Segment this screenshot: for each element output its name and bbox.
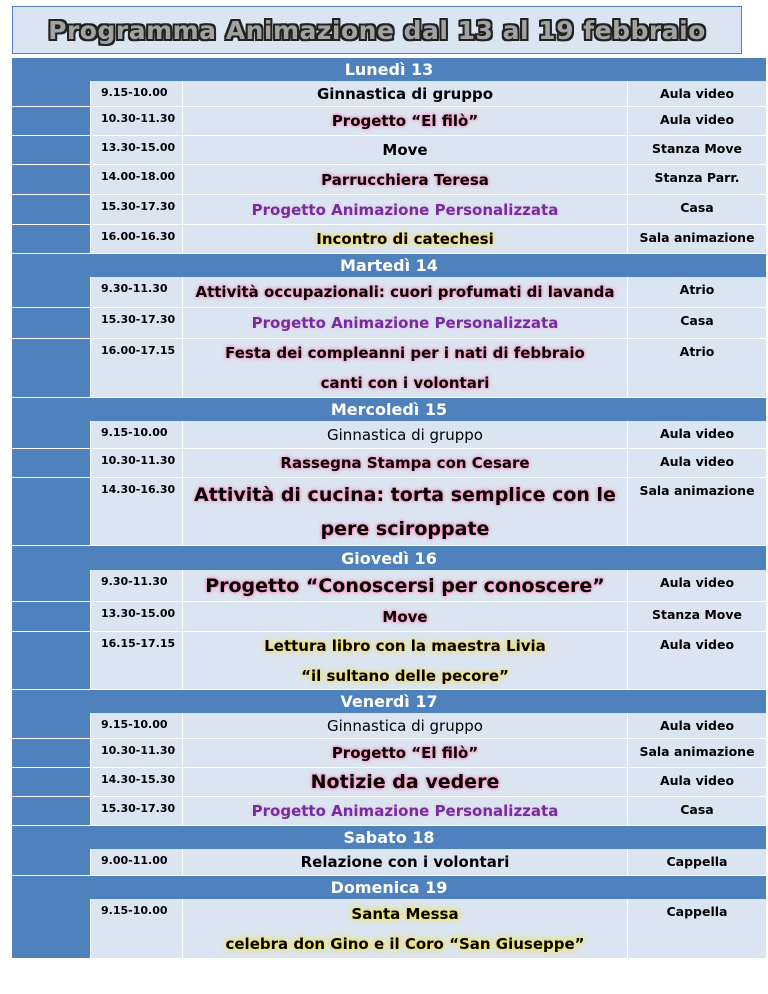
time-cell: 15.30-17.30 <box>91 195 183 224</box>
title-banner <box>12 6 742 54</box>
activity-text: Progetto Animazione Personalizzata <box>251 802 559 820</box>
activity-text: canti con i volontari <box>320 374 490 392</box>
day-header: Sabato 18 <box>12 826 766 849</box>
activity-text: Incontro di catechesi <box>316 230 494 248</box>
activity-text: Rassegna Stampa con Cesare <box>280 454 530 472</box>
location-cell: Cappella <box>628 899 766 958</box>
schedule-row <box>12 277 766 308</box>
location-cell: Casa <box>628 308 766 338</box>
activity-cell <box>183 225 628 253</box>
schedule-row <box>12 81 766 107</box>
activity-text: Santa Messa <box>351 904 459 923</box>
time-cell: 9.30-11.30 <box>91 570 183 601</box>
time-cell: 14.00-18.00 <box>91 165 183 194</box>
row-marker-cell <box>12 165 91 194</box>
activity-cell <box>183 797 628 825</box>
activity-text: Attività di cucina: torta semplice con le <box>194 483 616 506</box>
schedule-row <box>12 899 766 959</box>
row-marker-cell <box>12 136 91 164</box>
page-title: Programma Animazione dal 13 al 19 febbraio <box>48 15 706 45</box>
activity-text: Move <box>382 141 428 159</box>
schedule-row <box>12 136 766 165</box>
schedule-row <box>12 449 766 478</box>
schedule-row <box>12 339 766 398</box>
location-cell: Stanza Parr. <box>628 165 766 194</box>
activity-cell <box>183 768 628 796</box>
activity-cell <box>183 570 628 601</box>
location-cell: Sala animazione <box>628 478 766 545</box>
activity-text: “il sultano delle pecore” <box>301 666 509 685</box>
row-marker-cell <box>12 602 91 631</box>
activity-text: pere sciroppate <box>320 517 490 540</box>
time-cell: 9.15-10.00 <box>91 81 183 106</box>
schedule-row <box>12 107 766 136</box>
activity-cell <box>183 713 628 738</box>
row-marker-cell <box>12 308 91 338</box>
day-header: Venerdì 17 <box>12 690 766 713</box>
activity-cell <box>183 449 628 477</box>
activity-cell <box>183 421 628 448</box>
activity-cell <box>183 277 628 307</box>
row-marker-cell <box>12 849 91 875</box>
activity-text: celebra don Gino e il Coro “San Giuseppe” <box>225 934 585 953</box>
activity-cell <box>183 849 628 875</box>
location-cell: Aula video <box>628 713 766 738</box>
time-cell: 9.15-10.00 <box>91 899 183 958</box>
activity-cell <box>183 739 628 767</box>
time-cell: 10.30-11.30 <box>91 739 183 767</box>
activity-cell <box>183 81 628 106</box>
schedule-row <box>12 739 766 768</box>
schedule-row <box>12 713 766 739</box>
location-cell: Aula video <box>628 449 766 477</box>
time-cell: 16.15-17.15 <box>91 632 183 689</box>
time-cell: 9.00-11.00 <box>91 849 183 875</box>
schedule-row <box>12 797 766 826</box>
day-header: Mercoledì 15 <box>12 398 766 421</box>
time-cell: 13.30-15.00 <box>91 602 183 631</box>
location-cell: Atrio <box>628 277 766 307</box>
day-header: Lunedì 13 <box>12 58 766 81</box>
row-marker-cell <box>12 277 91 307</box>
activity-cell <box>183 478 628 545</box>
activity-cell <box>183 632 628 689</box>
activity-cell <box>183 899 628 958</box>
row-marker-cell <box>12 339 91 397</box>
location-cell: Stanza Move <box>628 136 766 164</box>
time-cell: 9.30-11.30 <box>91 277 183 307</box>
time-cell: 14.30-15.30 <box>91 768 183 796</box>
day-header: Giovedì 16 <box>12 546 766 570</box>
row-marker-cell <box>12 107 91 135</box>
activity-cell <box>183 136 628 164</box>
location-cell: Casa <box>628 797 766 825</box>
activity-text: Progetto “Conoscersi per conoscere” <box>205 574 605 597</box>
activity-cell <box>183 195 628 224</box>
activity-text: Relazione con i volontari <box>300 853 510 871</box>
location-cell: Aula video <box>628 768 766 796</box>
location-cell: Stanza Move <box>628 602 766 631</box>
activity-cell <box>183 339 628 397</box>
schedule-row <box>12 308 766 339</box>
location-cell: Sala animazione <box>628 739 766 767</box>
row-marker-cell <box>12 195 91 224</box>
activity-text: Lettura libro con la maestra Livia <box>264 636 546 655</box>
activity-text: Move <box>382 607 428 626</box>
schedule-row <box>12 421 766 449</box>
row-marker-cell <box>12 421 91 448</box>
activity-cell <box>183 602 628 631</box>
row-marker-cell <box>12 632 91 689</box>
activity-text: Attività occupazionali: cuori profumati di lavanda <box>195 283 615 301</box>
activity-text: Progetto Animazione Personalizzata <box>251 200 559 219</box>
row-marker-cell <box>12 570 91 601</box>
time-cell: 15.30-17.30 <box>91 308 183 338</box>
schedule-row <box>12 632 766 690</box>
location-cell: Aula video <box>628 107 766 135</box>
row-marker-cell <box>12 81 91 106</box>
time-cell: 16.00-17.15 <box>91 339 183 397</box>
schedule-row <box>12 849 766 876</box>
time-cell: 13.30-15.00 <box>91 136 183 164</box>
activity-cell <box>183 308 628 338</box>
time-cell: 10.30-11.30 <box>91 449 183 477</box>
time-cell: 9.15-10.00 <box>91 421 183 448</box>
day-header: Domenica 19 <box>12 876 766 899</box>
activity-text: Progetto Animazione Personalizzata <box>251 314 559 332</box>
activity-text: Progetto “El filò” <box>331 112 479 130</box>
activity-text: Festa dei compleanni per i nati di febbraio <box>225 344 585 362</box>
schedule-row <box>12 225 766 254</box>
activity-text: Ginnastica di gruppo <box>327 716 483 735</box>
time-cell: 14.30-16.30 <box>91 478 183 545</box>
activity-text: Ginnastica di gruppo <box>316 84 494 103</box>
time-cell: 16.00-16.30 <box>91 225 183 253</box>
row-marker-cell <box>12 449 91 477</box>
location-cell: Sala animazione <box>628 225 766 253</box>
schedule-table <box>12 58 766 959</box>
time-cell: 15.30-17.30 <box>91 797 183 825</box>
row-marker-cell <box>12 899 91 958</box>
day-header: Martedì 14 <box>12 254 766 277</box>
row-marker-cell <box>12 225 91 253</box>
row-marker-cell <box>12 713 91 738</box>
activity-cell <box>183 165 628 194</box>
location-cell: Aula video <box>628 632 766 689</box>
location-cell: Aula video <box>628 421 766 448</box>
schedule-row <box>12 768 766 797</box>
schedule-row <box>12 165 766 195</box>
location-cell: Atrio <box>628 339 766 397</box>
row-marker-cell <box>12 768 91 796</box>
activity-text: Notizie da vedere <box>310 771 500 793</box>
schedule-row <box>12 570 766 602</box>
activity-text: Progetto “El filò” <box>331 744 479 762</box>
location-cell: Aula video <box>628 81 766 106</box>
time-cell: 9.15-10.00 <box>91 713 183 738</box>
activity-text: Ginnastica di gruppo <box>327 425 483 444</box>
location-cell: Cappella <box>628 849 766 875</box>
row-marker-cell <box>12 478 91 545</box>
row-marker-cell <box>12 797 91 825</box>
location-cell: Aula video <box>628 570 766 601</box>
schedule-row <box>12 195 766 225</box>
activity-cell <box>183 107 628 135</box>
time-cell: 10.30-11.30 <box>91 107 183 135</box>
schedule-row <box>12 602 766 632</box>
location-cell: Casa <box>628 195 766 224</box>
activity-text: Parrucchiera Teresa <box>321 170 489 189</box>
row-marker-cell <box>12 739 91 767</box>
schedule-row <box>12 478 766 546</box>
